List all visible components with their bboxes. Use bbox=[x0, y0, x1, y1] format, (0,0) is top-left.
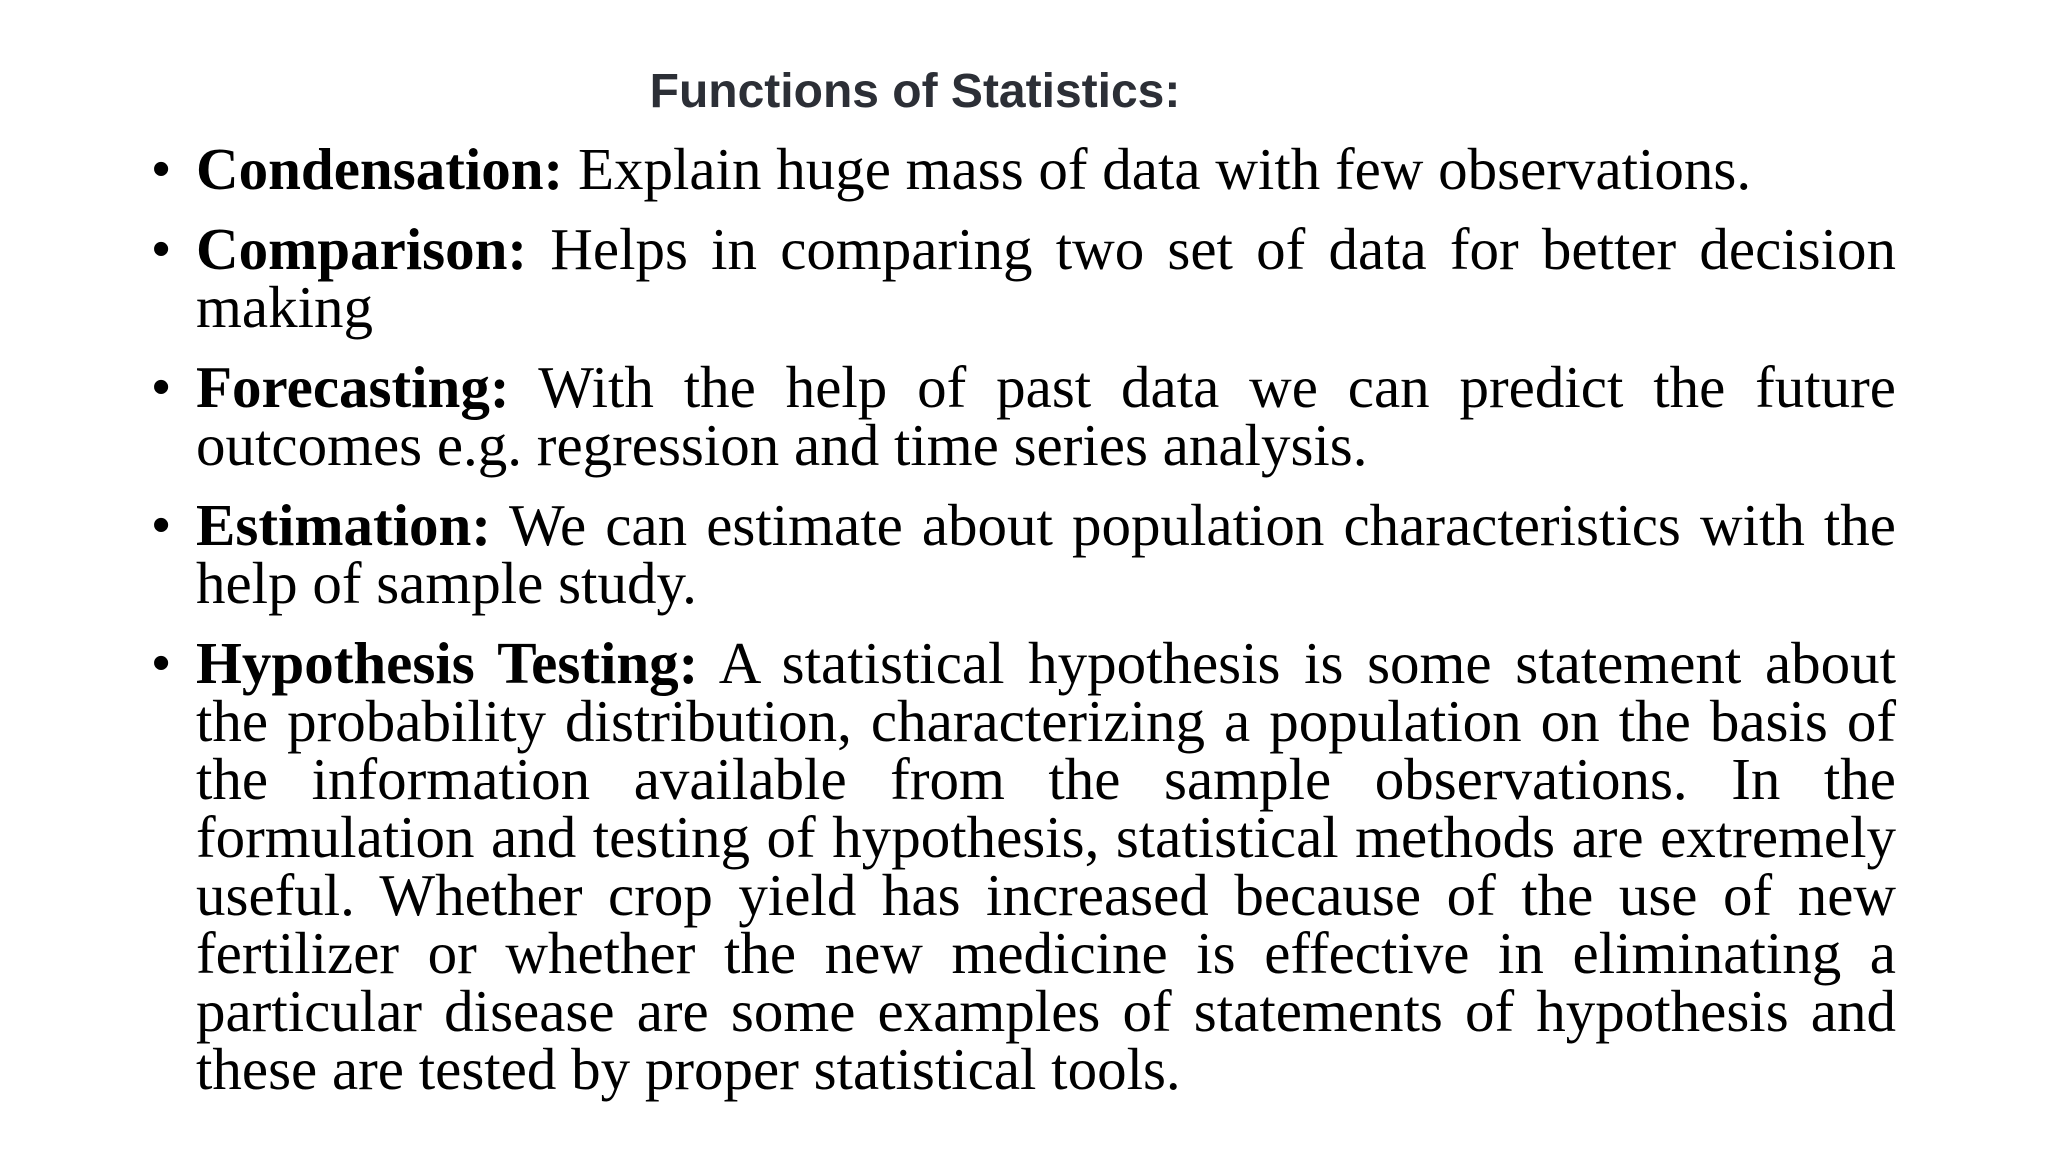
list-item-estimation bbox=[152, 492, 1896, 616]
bullet-icon: • bbox=[152, 220, 171, 278]
list-item-forecasting bbox=[152, 354, 1896, 478]
slide-title: Functions of Statistics: bbox=[649, 65, 1181, 118]
item-term: Forecasting: bbox=[196, 354, 510, 420]
list-item-hypothesis-testing bbox=[152, 630, 1897, 1102]
item-term: Estimation: bbox=[196, 492, 491, 558]
bullet-icon: • bbox=[152, 496, 171, 554]
item-term: Condensation: bbox=[196, 136, 564, 202]
item-term: Hypothesis Testing: bbox=[196, 630, 699, 696]
bullet-list bbox=[152, 136, 1897, 1120]
item-text: We can estimate about population characteristics with the help of sample study. bbox=[196, 492, 1896, 616]
bullet-icon: • bbox=[152, 140, 171, 198]
item-text: A statistical hypothesis is some statement about the probability distribution, characterizing a population on the basis of the information available from the sample observations. In the formulation and testing of hypothesis, statistical methods are extremely useful. Whether crop yield has increased because of the use of new fertilizer or whether the new medicine is effective in eliminating a particular disease are some examples of statements of hypothesis and these are tested by proper statistical tools. bbox=[196, 630, 1897, 1102]
item-text: With the help of past data we can predict the future outcomes e.g. regression and time series analysis. bbox=[196, 354, 1896, 478]
bullet-icon: • bbox=[152, 634, 171, 692]
list-item-condensation bbox=[152, 136, 1896, 202]
list-item-comparison bbox=[152, 216, 1897, 340]
bullet-icon: • bbox=[152, 358, 171, 416]
item-text: Explain huge mass of data with few observations. bbox=[577, 136, 1752, 202]
item-term: Comparison: bbox=[196, 216, 528, 282]
item-text: Helps in comparing two set of data for better decision making bbox=[196, 216, 1897, 340]
